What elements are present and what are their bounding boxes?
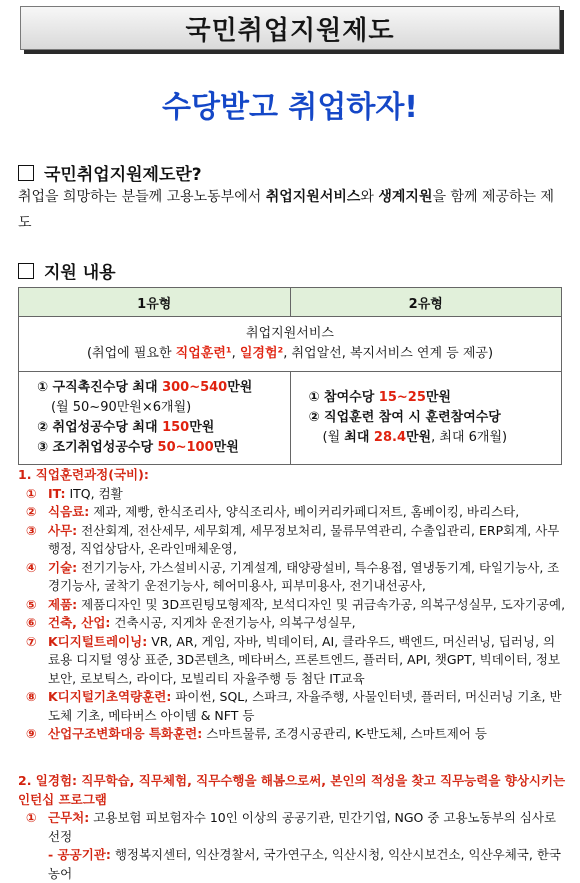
intro-bold-service: 취업지원서비스 — [265, 189, 361, 205]
intro-text-mid: 와 — [360, 189, 379, 205]
item-text — [48, 688, 566, 725]
type2-l3r: 28.4 — [373, 430, 406, 445]
type2-line1 — [309, 388, 552, 408]
item-desc: 건축시공, 지게차 운전기능사, 의복구성실무, — [110, 615, 356, 630]
item-number: ④ — [26, 559, 37, 575]
headline: 수당받고 취업하자! — [162, 90, 418, 125]
type1-l3r: 150 — [162, 420, 190, 435]
type2-l1a: ① 참여수당 — [308, 390, 379, 405]
type1-l1r: 300~540 — [162, 380, 228, 395]
item-key: 건축, 산업: — [48, 615, 111, 630]
intro-heading-text: 국민취업지원제도란? — [44, 165, 202, 185]
experience-section — [18, 772, 566, 883]
item-desc: VR, AR, 게임, 자바, 빅데이터, AI, 클라우드, 백엔드, 머신러닝, 딥러닝, 의료용 디지털 영상 표준, 3D콘텐츠, 메타버스, 프론트엔드, 플러터, API, 챗GPT, 빅데이터, 정보보안, 로보틱스, 라이다, 모빌리티 자율주행 등 첨단 IT교육 — [48, 633, 561, 686]
experience-sub-key: - 공공기관: — [48, 847, 111, 862]
support-heading — [18, 258, 116, 283]
item-key: K디지털기초역량훈련: — [48, 689, 172, 704]
support-heading-text: 지원 내용 — [44, 263, 116, 283]
type1-l4a: ③ 조기취업성공수당 — [37, 440, 158, 455]
list-item — [18, 614, 566, 633]
item-desc: 전산회계, 전산세무, 세무회계, 세무정보처리, 물류무역관리, 수출입관리, ERP회계, 사무행정, 직업상담사, 온라인매체운영, — [48, 522, 560, 556]
list-item — [18, 485, 566, 504]
service-sep: , — [231, 346, 240, 361]
service-title: 취업지원서비스 — [246, 326, 334, 341]
item-desc: 스마트물류, 조경시공관리, K-반도체, 스마트제어 등 — [202, 726, 487, 741]
page-title: 국민취업지원제도 — [185, 15, 395, 46]
item-number: ⑤ — [26, 596, 37, 612]
list-item — [18, 522, 566, 559]
item-number: ⑦ — [26, 633, 37, 649]
item-text — [48, 503, 566, 522]
service-desc — [20, 344, 560, 364]
type1-line3 — [37, 418, 280, 438]
table-header-type2: 2유형 — [290, 288, 562, 317]
service-experience: 일경험² — [239, 346, 284, 361]
type1-benefits — [19, 372, 291, 465]
type1-line2: (월 50~90만원×6개월) — [51, 400, 192, 415]
item-number: ⑧ — [26, 689, 37, 704]
type1-line4 — [37, 438, 280, 458]
type2-line2: ② 직업훈련 참여 시 훈련참여수당 — [308, 410, 501, 425]
item-desc: 고용보험 피보험자수 10인 이상의 공공기관, 민간기업, NGO 중 고용노동부의 심사로 선정 — [48, 810, 557, 844]
service-post: , 취업알선, 복지서비스 연계 등 제공) — [283, 346, 494, 361]
intro-text-post: 을 함께 제공하는 제도 — [18, 189, 555, 231]
item-key: 근무처: — [48, 810, 90, 825]
training-list — [18, 485, 566, 744]
experience-heading: 2. 일경험: 직무학습, 직무체험, 직무수행을 해봄으로써, 본인의 적성을 찾고 직무능력을 향상시키는 인턴십 프로그램 — [18, 773, 566, 807]
type2-l3b: 최대 — [344, 430, 374, 445]
service-pre: (취업에 필요한 — [86, 346, 176, 361]
experience-sub-text: 행정복지센터, 익산경찰서, 국가연구소, 익산시청, 익산시보건소, 익산우체국, 한국농어 — [48, 847, 561, 881]
list-item — [18, 633, 566, 689]
item-text — [48, 522, 566, 559]
item-desc: 제품디자인 및 3D프린팅모형제작, 보석디자인 및 귀금속가공, 의복구성실무, 도자기공예, — [77, 596, 566, 612]
experience-sub-item — [18, 846, 566, 883]
list-item — [18, 596, 566, 615]
type1-l4r: 50~100 — [157, 440, 214, 455]
intro-text-pre: 취업을 희망하는 분들께 고용노동부에서 — [18, 189, 266, 205]
intro-bold-living: 생계지원 — [378, 189, 433, 205]
item-key: IT: — [48, 485, 66, 501]
training-section — [18, 466, 566, 744]
item-number: ① — [26, 810, 37, 825]
item-text — [48, 725, 566, 744]
type1-l1b: 만원 — [227, 380, 253, 395]
service-training: 직업훈련¹ — [175, 346, 232, 361]
type1-line1 — [37, 378, 280, 398]
type1-l1a: ① 구직촉진수당 최대 — [37, 380, 163, 395]
service-cell — [19, 317, 562, 372]
experience-list — [18, 809, 566, 846]
list-item — [18, 809, 566, 846]
item-text — [48, 485, 566, 504]
type2-l1r: 15~25 — [378, 390, 426, 405]
intro-paragraph — [18, 184, 563, 236]
item-desc: 전기기능사, 가스설비시공, 기계설계, 태양광설비, 특수용접, 열냉동기계, 타일기능사, 조경기능사, 굴착기 운전기능사, 헤어미용사, 피부미용사, 전기내선공사, — [48, 559, 560, 593]
item-key: 사무: — [48, 522, 78, 538]
item-text — [48, 596, 566, 615]
type2-line3 — [309, 428, 552, 448]
title-banner — [20, 6, 560, 50]
item-number: ⑨ — [26, 726, 37, 741]
item-key: 산업구조변화대응 특화훈련: — [48, 726, 203, 741]
item-number: ① — [26, 485, 37, 501]
item-key: 제품: — [48, 596, 78, 612]
type1-l3a: ② 취업성공수당 최대 — [37, 420, 163, 435]
training-heading: 1. 직업훈련과정(국비): — [18, 467, 149, 482]
item-key: 식음료: — [48, 504, 90, 519]
item-desc: ITQ, 컴활 — [65, 485, 123, 501]
item-number: ⑥ — [26, 615, 37, 630]
item-text — [48, 559, 566, 596]
table-header-type1: 1유형 — [19, 288, 291, 317]
item-text — [48, 614, 566, 633]
type2-l3a: (월 — [322, 430, 345, 445]
list-item — [18, 559, 566, 596]
item-text — [48, 809, 566, 846]
type2-benefits — [290, 372, 562, 465]
list-item — [18, 725, 566, 744]
item-key: K디지털트레이닝: — [48, 633, 148, 649]
intro-heading — [18, 160, 202, 185]
checkbox-square-icon — [18, 263, 34, 279]
type2-l3c: 만원 — [406, 430, 432, 445]
list-item — [18, 503, 566, 522]
item-number: ③ — [26, 522, 37, 538]
type1-l3b: 만원 — [189, 420, 215, 435]
list-item — [18, 688, 566, 725]
item-desc: 제과, 제빵, 한식조리사, 양식조리사, 베이커리카페디저트, 홈베이킹, 바리스타, — [89, 504, 520, 519]
item-desc: 파이썬, SQL, 스파크, 자율주행, 사물인터넷, 플러터, 머신러닝 기초, 반도체 기초, 메타버스 아이템 & NFT 등 — [48, 689, 562, 723]
item-number: ② — [26, 504, 37, 519]
type2-l1b: 만원 — [425, 390, 451, 405]
item-text — [48, 633, 566, 689]
type2-l3d: , 최대 6개월) — [431, 430, 508, 445]
support-table — [18, 287, 562, 465]
item-key: 기술: — [48, 559, 78, 575]
checkbox-square-icon — [18, 165, 34, 181]
type1-l4b: 만원 — [213, 440, 239, 455]
